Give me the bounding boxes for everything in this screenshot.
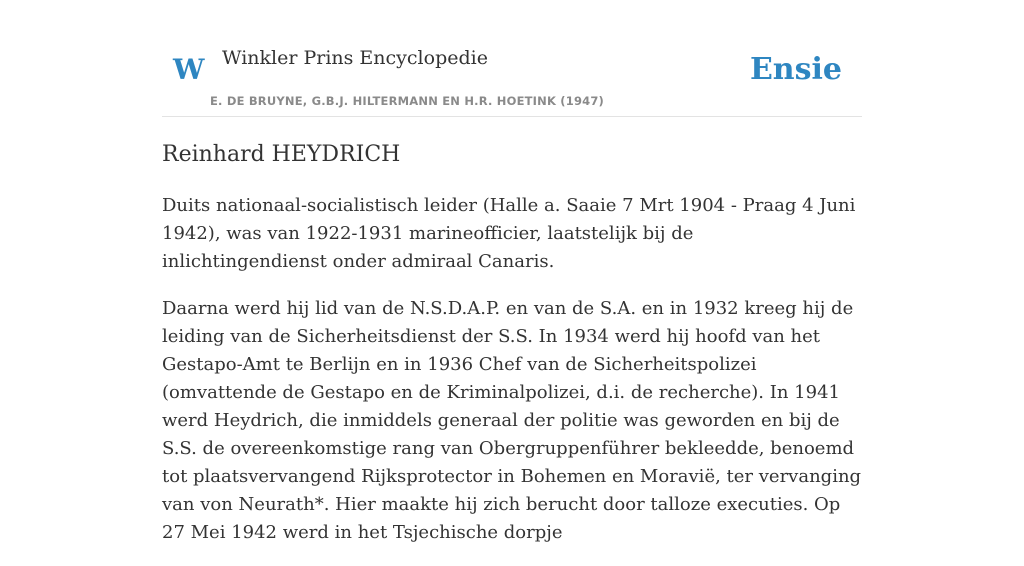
article-body (162, 192, 862, 566)
article-title: Reinhard HEYDRICH (162, 142, 401, 167)
publication-logo-icon[interactable]: W (173, 53, 205, 86)
page-header (162, 0, 862, 117)
article-paragraph: Daarna werd hij lid van de N.S.D.A.P. en van de S.A. en in 1932 kreeg hij de leiding van de Sicherheitsdienst der S.S. In 1934 werd hij hoofd van het Gestapo-Amt te Berlijn en in 1936 Chef van de Sicherheitspolizei (omvattende de Gestapo en de Kriminalpolizei, d.i. de recherche). In 1941 werd Heydrich, die inmiddels generaal der politie was geworden en bij de S.S. de overeenkomstige rang van Obergruppenführer bekleedde, benoemd tot plaatsvervangend Rijksprotector in Bohemen en Moravië, ter vervanging van von Neurath*. Hier maakte hij zich berucht door talloze executies. Op 27 Mei 1942 werd in het Tsjechische dorpje (162, 298, 862, 543)
ensie-logo-link[interactable]: Ensie (749, 52, 842, 87)
article-paragraph: Duits nationaal-socialistisch leider (Halle a. Saaie 7 Mrt 1904 - Praag 4 Juni 1942), was van 1922-1931 marineofficier, laatstelijk bij de inlichtingendienst onder admiraal Canaris. (162, 195, 856, 272)
publication-authors: E. DE BRUYNE, G.B.J. HILTERMANN EN H.R. HOETINK (1947) (210, 94, 605, 108)
publication-title-link[interactable]: Winkler Prins Encyclopedie (222, 47, 488, 69)
